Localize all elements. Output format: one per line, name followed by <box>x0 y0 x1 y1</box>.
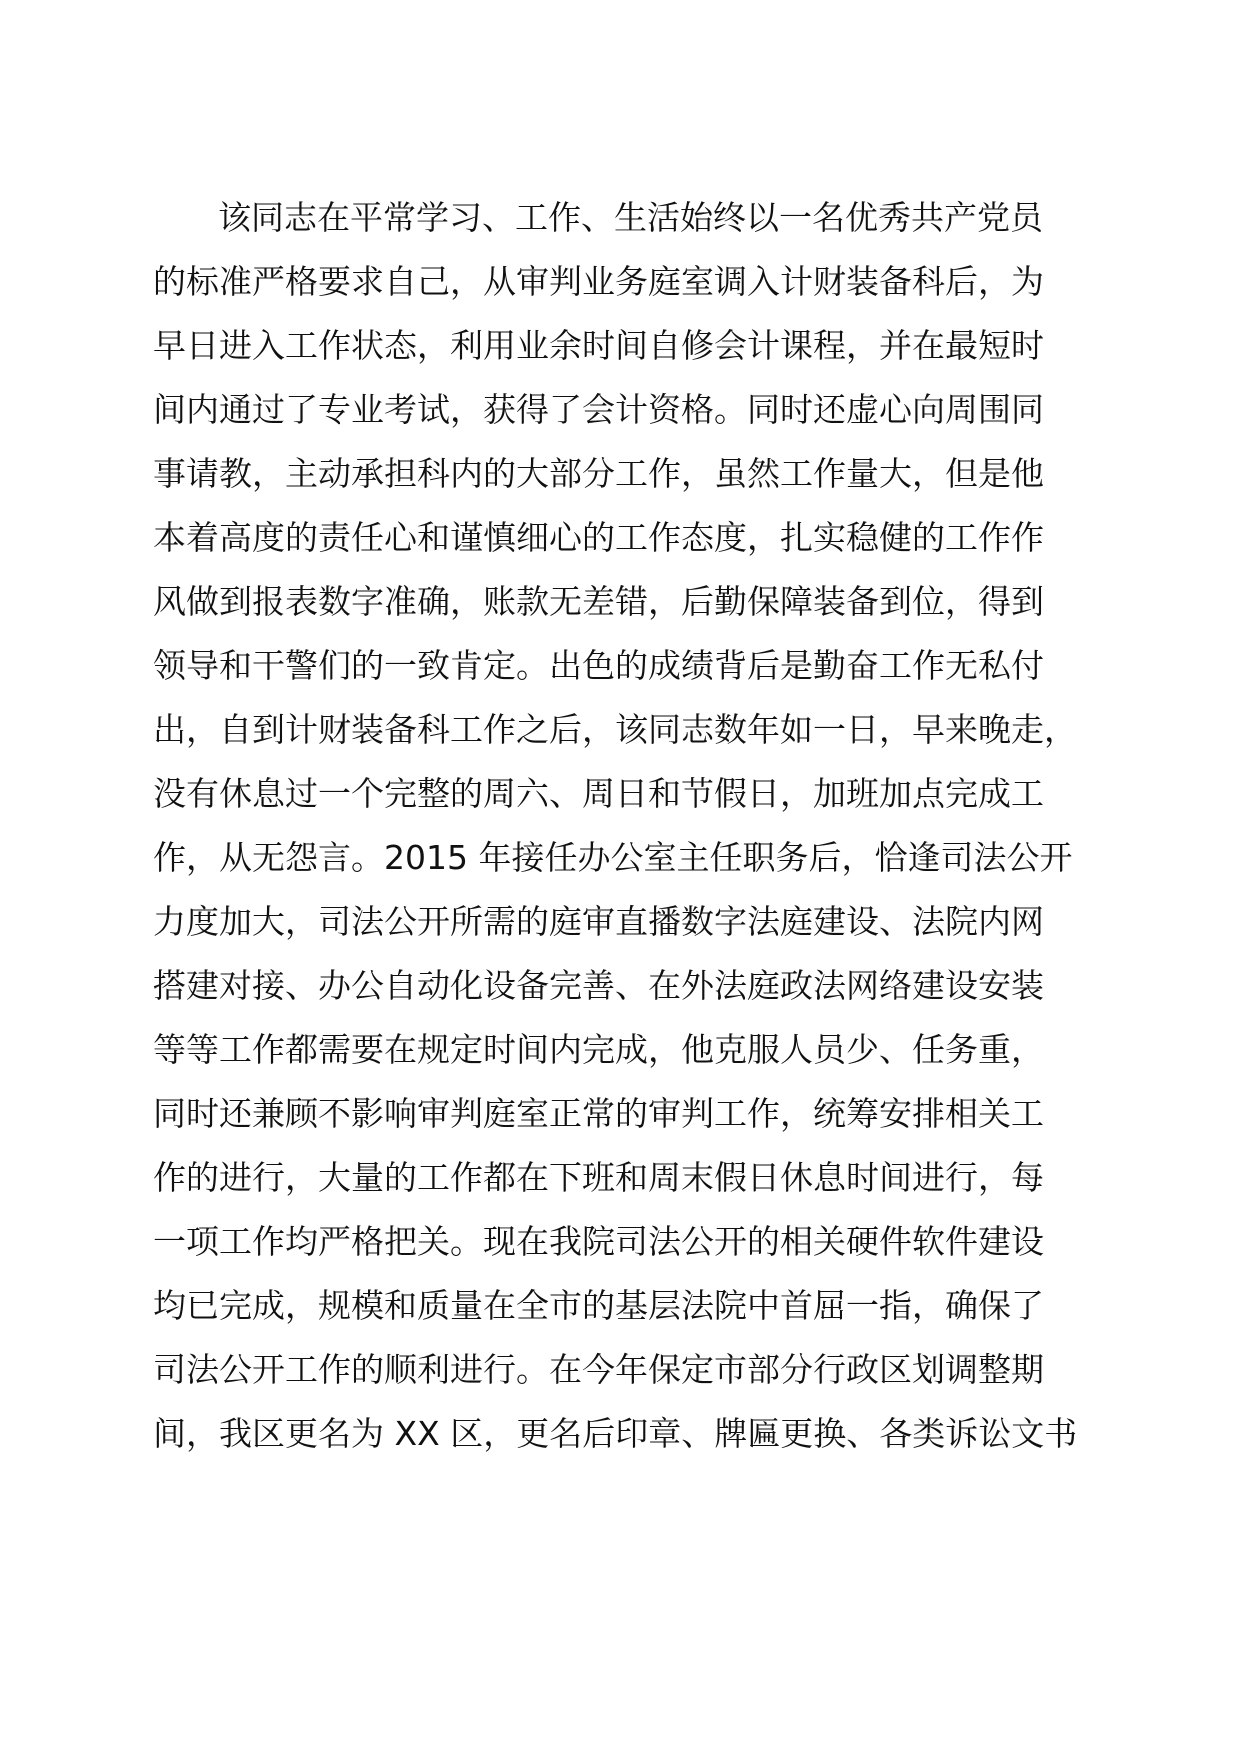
text-line: 本着高度的责任心和谨慎细心的工作态度，扎实稳健的工作作 <box>153 518 1044 557</box>
text-line: 领导和干警们的一致肯定。出色的成绩背后是勤奋工作无私付 <box>153 646 1044 685</box>
text-line: 出，自到计财装备科工作之后，该同志数年如一日，早来晚走， <box>153 710 1077 749</box>
text-line: 间内通过了专业考试，获得了会计资格。同时还虚心向周围同 <box>153 390 1044 429</box>
text-line: 该同志在平常学习、工作、生活始终以一名优秀共产党员 <box>218 198 1043 237</box>
text-line: 作的进行，大量的工作都在下班和周末假日休息时间进行，每 <box>153 1158 1044 1197</box>
text-line: 同时还兼顾不影响审判庭室正常的审判工作，统筹安排相关工 <box>153 1094 1044 1133</box>
text-line: 一项工作均严格把关。现在我院司法公开的相关硬件软件建设 <box>153 1222 1044 1261</box>
text-line: 司法公开工作的顺利进行。在今年保定市部分行政区划调整期 <box>153 1350 1044 1389</box>
text-line: 间，我区更名为 XX 区，更名后印章、牌匾更换、各类诉讼文书 <box>153 1414 1078 1453</box>
text-line: 的标准严格要求自己，从审判业务庭室调入计财装备科后，为 <box>153 262 1044 301</box>
text-line: 搭建对接、办公自动化设备完善、在外法庭政法网络建设安装 <box>153 966 1044 1005</box>
text-line: 没有休息过一个完整的周六、周日和节假日，加班加点完成工 <box>153 774 1044 813</box>
text-line: 力度加大，司法公开所需的庭审直播数字法庭建设、法院内网 <box>153 902 1044 941</box>
text-line: 事请教，主动承担科内的大部分工作，虽然工作量大，但是他 <box>153 454 1044 493</box>
text-line: 早日进入工作状态，利用业余时间自修会计课程，并在最短时 <box>153 326 1044 365</box>
text-line: 风做到报表数字准确，账款无差错，后勤保障装备到位，得到 <box>153 582 1044 621</box>
text-line: 作，从无怨言。2015 年接任办公室主任职务后，恰逢司法公开 <box>153 838 1073 877</box>
text-line: 均已完成，规模和质量在全市的基层法院中首屈一指，确保了 <box>153 1286 1044 1325</box>
text-line: 等等工作都需要在规定时间内完成，他克服人员少、任务重， <box>153 1030 1044 1069</box>
